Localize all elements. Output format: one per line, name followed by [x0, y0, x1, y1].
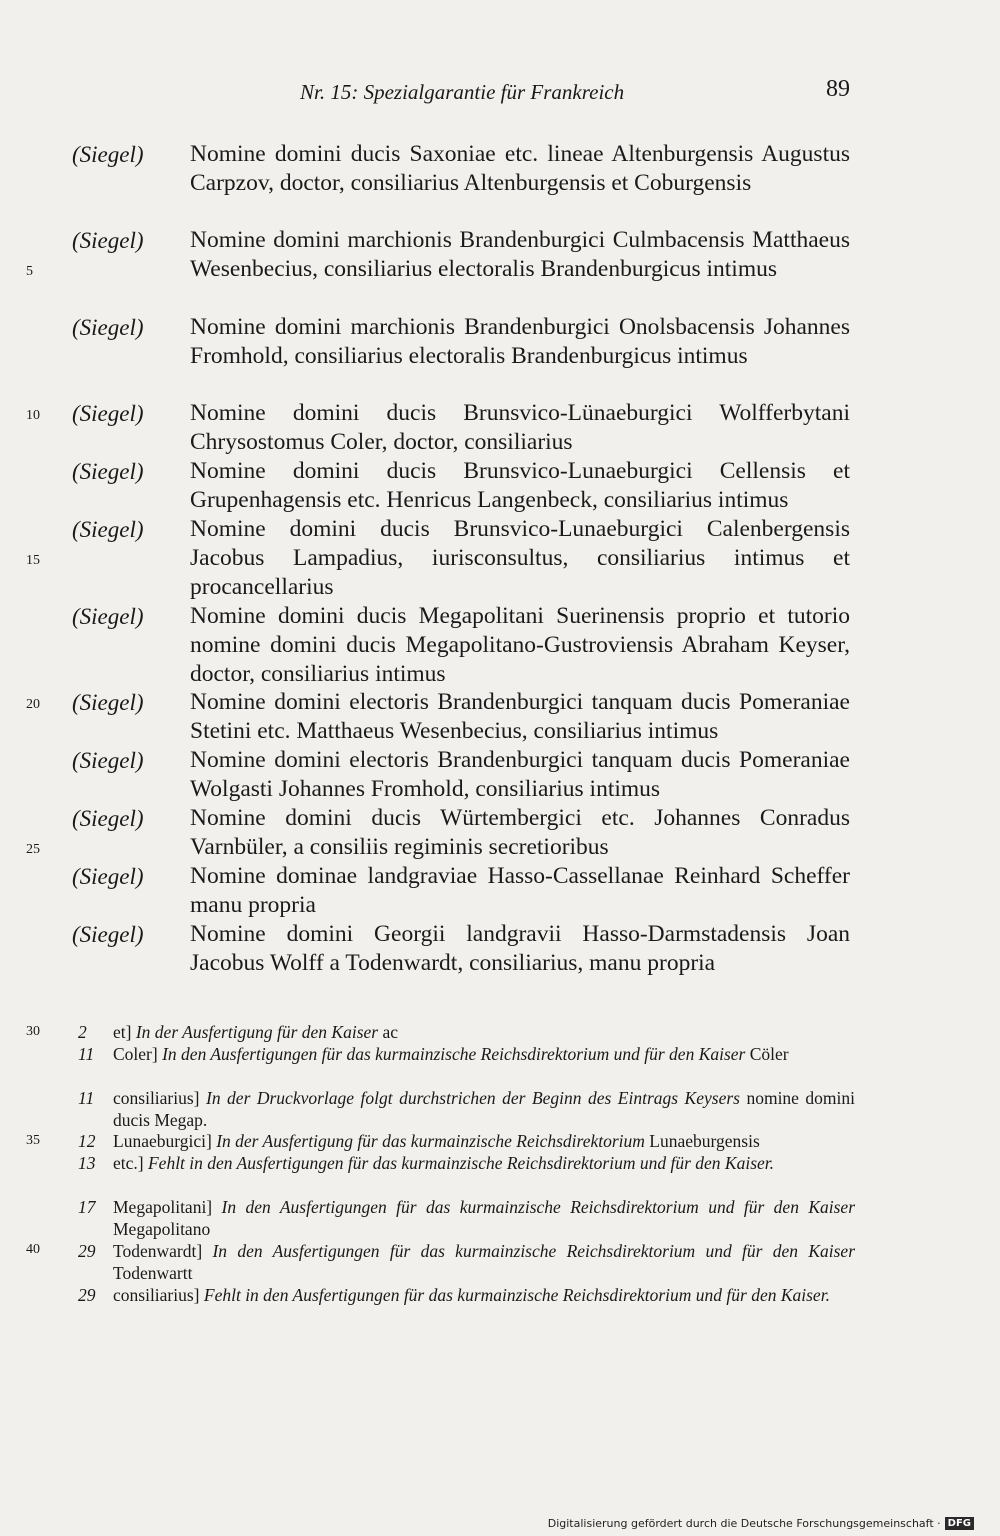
seal-marker: (Siegel) [72, 517, 144, 542]
footnote-ref: 12 [78, 1131, 96, 1151]
seal-marker: (Siegel) [72, 864, 144, 889]
seal-marker: (Siegel) [72, 228, 144, 253]
line-number: 40 [26, 1242, 40, 1257]
signatory-text: Nomine domini ducis Megapolitani Suerinensis proprio et tutorio nomine domini ducis Megapolitano-Gustroviensis Abraham Keyser, doctor, consiliarius intimus [190, 603, 850, 687]
seal-marker: (Siegel) [72, 459, 144, 484]
line-number: 10 [26, 408, 40, 423]
signatory-text: Nomine domini marchionis Brandenburgici Culmbacensis Matthaeus Wesenbecius, consiliarius electoralis Brandenburgicus intimus [190, 227, 850, 282]
signatory-text: Nomine domini ducis Brunsvico-Lünaeburgici Wolfferbytani Chrysostomus Coler, doctor, consiliarius [190, 400, 850, 455]
footnote-ref: 13 [78, 1153, 96, 1173]
seal-marker: (Siegel) [72, 690, 144, 715]
signatory-text: Nomine domini ducis Brunsvico-Lunaeburgici Calenbergensis Jacobus Lampadius, iurisconsultus, consiliarius intimus et procancellarius [190, 516, 850, 600]
line-number: 30 [26, 1024, 40, 1039]
signatory-text: Nomine domini marchionis Brandenburgici Onolsbacensis Johannes Fromhold, consiliarius electoralis Brandenburgicus intimus [190, 314, 850, 369]
line-number: 25 [26, 842, 40, 857]
signatory-text: Nomine domini ducis Brunsvico-Lunaeburgici Cellensis et Grupenhagensis etc. Henricus Langenbeck, consiliarius intimus [190, 458, 850, 513]
signatory-text: Nomine domini ducis Würtembergici etc. Johannes Conradus Varnbüler, a consiliis regiminis secretioribus [190, 805, 850, 860]
seal-marker: (Siegel) [72, 806, 144, 831]
seal-marker: (Siegel) [72, 401, 144, 426]
signatory-text: Nomine domini electoris Brandenburgici tanquam ducis Pomeraniae Stetini etc. Matthaeus Wesenbecius, consiliarius intimus [190, 689, 850, 744]
document-page: Nr. 15: Spezialgarantie für Frankreich 89 (Siegel) Nomine domini ducis Saxoniae etc. lineae Altenburgensis Augustus Carpzov, doctor, consiliarius Altenburgensis et Coburgensis (Siegel) Nomine domini marchionis Brandenburgici Culmbacensis Matthaeus Wesenbecius, consiliarius electoralis Brandenburgicus intimus (Siegel) Nomine domini marchionis Brandenburgici Onolsbacensis Johannes Fromhold, consiliarius electoralis Brandenburgicus intimus (Siegel) Nomine domini ducis Brunsvico-Lünaeburgici Wolfferbytani Chrysostomus Coler, doctor, consiliarius (Siegel) Nomine domini ducis Brunsvico-Lunaeburgici Cellensis et Grupenhagensis etc. Henricus Langenbeck, consiliarius intimus (Siegel) Nomine domini ducis Brunsvico-Lunaeburgici Calenbergensis Jacobus Lampadius, iurisconsultus, consiliarius intimus et procancellarius (Siegel) Nomine domini ducis Megapolitani Suerinensis proprio et tutorio nomine domini ducis Megapolitano-Gustroviensis Abraham Keyser, doctor, consiliarius intimus (Siegel) Nomine domini electoris Brandenburgici tanquam ducis Pomeraniae Stetini etc. Matthaeus Wesenbecius, consiliarius intimus (Siegel) Nomine domini electoris Brandenburgici tanquam ducis Pomeraniae Wolgasti Johannes Fromhold, consiliarius intimus (Siegel) Nomine domini ducis Würtembergici etc. Johannes Conradus Varnbüler, a consiliis regiminis secretioribus (Siegel) Nomine dominae landgraviae Hasso-Cassellanae Reinhard Scheffer manu propria (Siegel) Nomine domini Georgii landgravii Hasso-Darmstadensis Joan Jacobus Wolff a Todenwardt, consiliarius, manu propria 5 10 15 20 25 30 35 40 2 et] In der Ausfertigung für den Kaiser ac 11 Coler] In den Ausfertigungen für das kurmainzische Reichsdirektorium und für den Kaiser Cöler 11 consiliarius] In der Druckvorlage folgt durchstrichen der Beginn des Eintrags Keysers nomine domini ducis Megap. 12 Lunaeburgici] In der Ausfertigung für das kurmainzische Reichsdirektorium Lunaeburgensis 13 etc.] Fehlt in den Ausfertigungen für das kurmainzische Reichsdirektorium und für den Kaiser. 17 Megapolitani] In den Ausfertigungen für das kurmainzische Reichsdirektorium und für den Kaiser Megapolitano 29 Todenwardt] In den Ausfertigungen für das kurmainzische Reichsdirektorium und für den Kaiser Todenwartt 29 consiliarius] Fehlt in den Ausfertigungen für das kurmainzische Reichsdirektorium und für den Kaiser. Digitalisierung gefördert durch die Deutsche Forschungsgemeinschaft · DFG [0, 0, 1000, 1536]
signatory-text: Nomine dominae landgraviae Hasso-Cassellanae Reinhard Scheffer manu propria [190, 863, 850, 918]
seal-marker: (Siegel) [72, 604, 144, 629]
credit-text: Digitalisierung gefördert durch die Deutsche Forschungsgemeinschaft · [547, 1517, 941, 1530]
line-number: 20 [26, 697, 40, 712]
running-header [70, 76, 850, 110]
seal-marker: (Siegel) [72, 315, 144, 340]
line-number: 35 [26, 1133, 40, 1148]
dfg-logo: DFG [945, 1517, 974, 1530]
page-number: 89 [826, 76, 850, 102]
footnote-ref: 2 [78, 1022, 87, 1042]
seal-marker: (Siegel) [72, 142, 144, 167]
signatory-text: Nomine domini electoris Brandenburgici tanquam ducis Pomeraniae Wolgasti Johannes Fromhold, consiliarius intimus [190, 747, 850, 802]
running-title: Nr. 15: Spezialgarantie für Frankreich [300, 80, 625, 104]
digitization-credit [548, 1517, 974, 1530]
line-number: 15 [26, 553, 40, 568]
footnote-ref: 29 [78, 1241, 96, 1261]
footnote-ref: 29 [78, 1285, 96, 1305]
signatory-text: Nomine domini Georgii landgravii Hasso-Darmstadensis Joan Jacobus Wolff a Todenwardt, consiliarius, manu propria [190, 921, 850, 976]
footnote-ref: 17 [78, 1197, 96, 1217]
seal-marker: (Siegel) [72, 922, 144, 947]
seal-marker: (Siegel) [72, 748, 144, 773]
line-number: 5 [26, 264, 33, 279]
signatory-text: Nomine domini ducis Saxoniae etc. lineae Altenburgensis Augustus Carpzov, doctor, consiliarius Altenburgensis et Coburgensis [190, 141, 850, 196]
footnote-ref: 11 [78, 1044, 95, 1064]
footnote-ref: 11 [78, 1088, 95, 1108]
